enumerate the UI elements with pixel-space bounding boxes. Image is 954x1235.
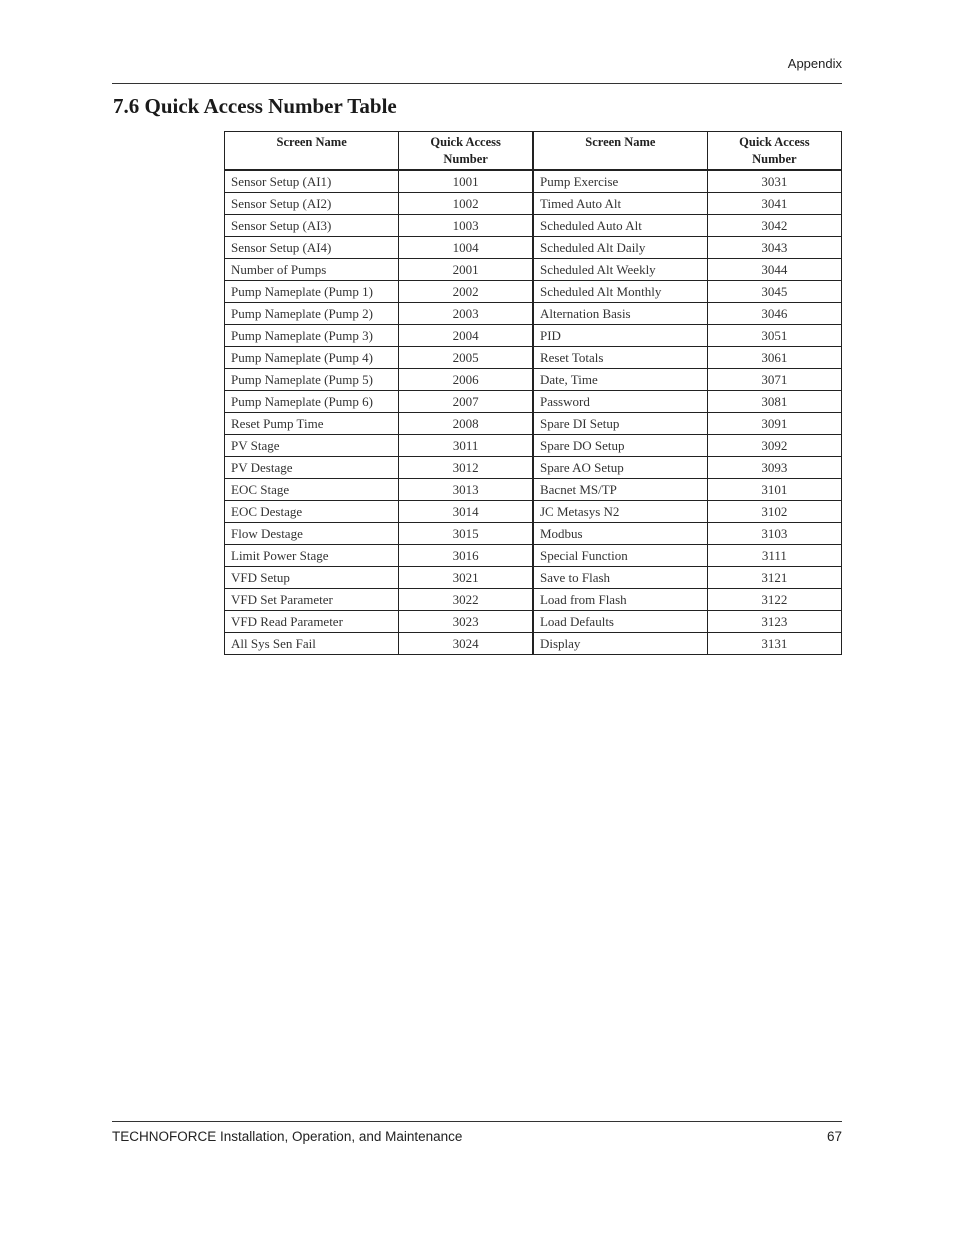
quick-access-number-cell: 2004: [399, 325, 533, 347]
table-row: [225, 501, 842, 523]
screen-name-cell: Number of Pumps: [225, 259, 399, 281]
screen-name-cell: VFD Set Parameter: [225, 589, 399, 611]
quick-access-number-cell: 2008: [399, 413, 533, 435]
screen-name-cell: Pump Nameplate (Pump 2): [225, 303, 399, 325]
screen-name-cell: Save to Flash: [533, 567, 707, 589]
quick-access-number-cell: 3023: [399, 611, 533, 633]
quick-access-number-cell: 3043: [707, 237, 841, 259]
screen-name-cell: Modbus: [533, 523, 707, 545]
quick-access-number-cell: 3012: [399, 457, 533, 479]
quick-access-number-cell: 2002: [399, 281, 533, 303]
screen-name-cell: VFD Read Parameter: [225, 611, 399, 633]
screen-name-cell: Limit Power Stage: [225, 545, 399, 567]
quick-access-number-cell: 3045: [707, 281, 841, 303]
table-row: [225, 391, 842, 413]
screen-name-cell: Reset Pump Time: [225, 413, 399, 435]
table-row: [225, 281, 842, 303]
screen-name-cell: Scheduled Alt Daily: [533, 237, 707, 259]
screen-name-cell: Spare DO Setup: [533, 435, 707, 457]
screen-name-cell: Flow Destage: [225, 523, 399, 545]
table-header-row: [225, 132, 842, 171]
screen-name-cell: Sensor Setup (AI4): [225, 237, 399, 259]
quick-access-number-cell: 3016: [399, 545, 533, 567]
screen-name-cell: Load from Flash: [533, 589, 707, 611]
table-body: [225, 170, 842, 655]
footer-rule: [112, 1121, 842, 1122]
footer-doc-title: TECHNOFORCE Installation, Operation, and Maintenance: [112, 1129, 463, 1144]
quick-access-number-cell: 2006: [399, 369, 533, 391]
table-row: [225, 435, 842, 457]
table-row: [225, 325, 842, 347]
screen-name-cell: Pump Nameplate (Pump 4): [225, 347, 399, 369]
quick-access-number-cell: 3061: [707, 347, 841, 369]
header-screen-name-2: Screen Name: [533, 132, 707, 171]
quick-access-number-cell: 1003: [399, 215, 533, 237]
quick-access-number-cell: 3044: [707, 259, 841, 281]
table-row: [225, 215, 842, 237]
table-row: [225, 259, 842, 281]
quick-access-number-cell: 1001: [399, 170, 533, 193]
quick-access-number-cell: 3102: [707, 501, 841, 523]
table-row: [225, 347, 842, 369]
screen-name-cell: Date, Time: [533, 369, 707, 391]
quick-access-number-cell: 3014: [399, 501, 533, 523]
screen-name-cell: Sensor Setup (AI3): [225, 215, 399, 237]
quick-access-number-cell: 2003: [399, 303, 533, 325]
table-row: [225, 193, 842, 215]
table-row: [225, 567, 842, 589]
table-row: [225, 413, 842, 435]
quick-access-number-cell: 3051: [707, 325, 841, 347]
quick-access-table: [224, 131, 842, 655]
quick-access-number-cell: 3103: [707, 523, 841, 545]
screen-name-cell: Pump Nameplate (Pump 6): [225, 391, 399, 413]
table-row: [225, 611, 842, 633]
quick-access-number-cell: 1004: [399, 237, 533, 259]
screen-name-cell: Pump Nameplate (Pump 5): [225, 369, 399, 391]
screen-name-cell: Reset Totals: [533, 347, 707, 369]
quick-access-number-cell: 3121: [707, 567, 841, 589]
quick-access-number-cell: 1002: [399, 193, 533, 215]
quick-access-number-cell: 3046: [707, 303, 841, 325]
quick-access-number-cell: 2005: [399, 347, 533, 369]
screen-name-cell: Display: [533, 633, 707, 655]
screen-name-cell: EOC Destage: [225, 501, 399, 523]
screen-name-cell: JC Metasys N2: [533, 501, 707, 523]
quick-access-number-cell: 2001: [399, 259, 533, 281]
table-row: [225, 303, 842, 325]
quick-access-number-cell: 3015: [399, 523, 533, 545]
screen-name-cell: Pump Nameplate (Pump 3): [225, 325, 399, 347]
screen-name-cell: Sensor Setup (AI2): [225, 193, 399, 215]
quick-access-number-cell: 3111: [707, 545, 841, 567]
quick-access-number-cell: 3041: [707, 193, 841, 215]
quick-access-number-cell: 3131: [707, 633, 841, 655]
header-quick-access-number-1: Quick Access Number: [399, 132, 533, 171]
quick-access-number-cell: 3042: [707, 215, 841, 237]
header-quick-access-number-2: Quick Access Number: [707, 132, 841, 171]
screen-name-cell: Timed Auto Alt: [533, 193, 707, 215]
screen-name-cell: Load Defaults: [533, 611, 707, 633]
running-head: Appendix: [787, 56, 842, 71]
table-row: [225, 545, 842, 567]
table-row: [225, 589, 842, 611]
screen-name-cell: Password: [533, 391, 707, 413]
table-row: [225, 170, 842, 193]
screen-name-cell: Pump Exercise: [533, 170, 707, 193]
section-title: 7.6 Quick Access Number Table: [113, 94, 397, 118]
screen-name-cell: EOC Stage: [225, 479, 399, 501]
screen-name-cell: Scheduled Auto Alt: [533, 215, 707, 237]
screen-name-cell: PV Stage: [225, 435, 399, 457]
quick-access-number-cell: 3021: [399, 567, 533, 589]
table-row: [225, 523, 842, 545]
quick-access-number-cell: 3031: [707, 170, 841, 193]
quick-access-number-cell: 3011: [399, 435, 533, 457]
quick-access-number-cell: 3101: [707, 479, 841, 501]
screen-name-cell: Spare AO Setup: [533, 457, 707, 479]
screen-name-cell: PV Destage: [225, 457, 399, 479]
screen-name-cell: Alternation Basis: [533, 303, 707, 325]
screen-name-cell: Pump Nameplate (Pump 1): [225, 281, 399, 303]
table-row: [225, 457, 842, 479]
screen-name-cell: Special Function: [533, 545, 707, 567]
screen-name-cell: Bacnet MS/TP: [533, 479, 707, 501]
quick-access-number-cell: 3022: [399, 589, 533, 611]
screen-name-cell: VFD Setup: [225, 567, 399, 589]
quick-access-number-cell: 3122: [707, 589, 841, 611]
quick-access-number-cell: 3024: [399, 633, 533, 655]
header-rule: [112, 83, 842, 84]
screen-name-cell: Sensor Setup (AI1): [225, 170, 399, 193]
quick-access-number-cell: 3091: [707, 413, 841, 435]
footer-page-number: 67: [826, 1129, 842, 1144]
quick-access-number-cell: 3123: [707, 611, 841, 633]
screen-name-cell: All Sys Sen Fail: [225, 633, 399, 655]
quick-access-number-cell: 3093: [707, 457, 841, 479]
screen-name-cell: Scheduled Alt Weekly: [533, 259, 707, 281]
table-row: [225, 369, 842, 391]
table-row: [225, 633, 842, 655]
quick-access-number-cell: 2007: [399, 391, 533, 413]
quick-access-number-cell: 3013: [399, 479, 533, 501]
table-row: [225, 479, 842, 501]
screen-name-cell: Spare DI Setup: [533, 413, 707, 435]
quick-access-number-cell: 3081: [707, 391, 841, 413]
screen-name-cell: PID: [533, 325, 707, 347]
quick-access-number-cell: 3092: [707, 435, 841, 457]
header-screen-name-1: Screen Name: [225, 132, 399, 171]
table-row: [225, 237, 842, 259]
quick-access-number-cell: 3071: [707, 369, 841, 391]
screen-name-cell: Scheduled Alt Monthly: [533, 281, 707, 303]
